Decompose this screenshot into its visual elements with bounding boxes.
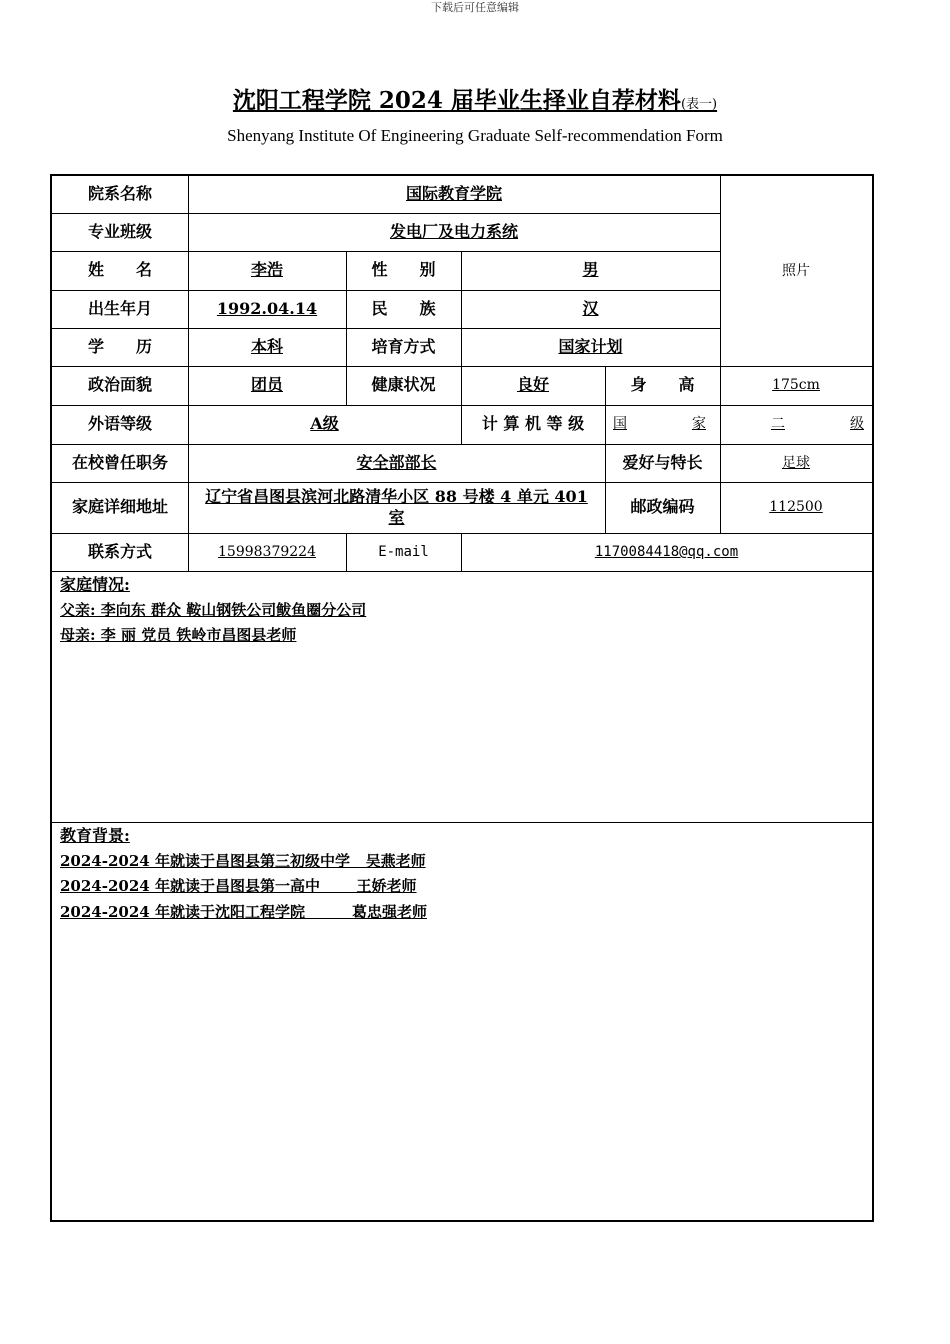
hobby-label: 爱好与特长 bbox=[622, 452, 703, 472]
photo-placeholder: 照片 bbox=[782, 262, 810, 279]
computer-level-char: 级 bbox=[850, 416, 864, 433]
title-cn-subtitle: (表一) bbox=[680, 97, 718, 112]
political-value: 团员 bbox=[250, 375, 283, 395]
family-line: 父亲: 李向东 群众 鞍山钢铁公司鲅鱼圈分公司 bbox=[60, 600, 367, 619]
hobby-value: 足球 bbox=[782, 454, 810, 471]
birth-label: 出生年月 bbox=[87, 298, 152, 318]
gender-value: 男 bbox=[582, 260, 599, 280]
major-label: 专业班级 bbox=[87, 221, 152, 241]
education-background-heading: 教育背景: bbox=[60, 826, 130, 845]
computer-level-char: 二 bbox=[771, 416, 785, 433]
self-recommendation-form bbox=[50, 174, 874, 1222]
computer-level-label: 计 算 机 等 级 bbox=[481, 414, 585, 434]
page-title bbox=[0, 82, 950, 115]
language-label: 外语等级 bbox=[87, 414, 152, 434]
family-line: 母亲: 李 丽 党员 铁岭市昌图县老师 bbox=[60, 626, 297, 644]
education-background-line: 2024-2024 年就读于昌图县第一高中 王娇老师 bbox=[60, 877, 417, 895]
training-label: 培育方式 bbox=[371, 336, 436, 356]
computer-level-char: 家 bbox=[692, 416, 706, 433]
political-label: 政治面貌 bbox=[87, 375, 152, 395]
birth-value: 1992.04.14 bbox=[216, 298, 318, 318]
health-label: 健康状况 bbox=[371, 375, 436, 395]
postcode-label: 邮政编码 bbox=[630, 497, 695, 517]
department-label: 院系名称 bbox=[87, 184, 152, 204]
name-label: 姓 名 bbox=[87, 260, 152, 280]
education-background-section bbox=[60, 823, 427, 925]
education-background-line: 2024-2024 年就读于沈阳工程学院 葛忠强老师 bbox=[60, 902, 427, 921]
ethnicity-label: 民 族 bbox=[371, 298, 436, 318]
address-value: 辽宁省昌图县滨河北路清华小区 88 号楼 4 单元 401 室 bbox=[205, 486, 588, 527]
position-value: 安全部部长 bbox=[356, 452, 437, 472]
address-label: 家庭详细地址 bbox=[71, 497, 168, 517]
department-value: 国际教育学院 bbox=[405, 184, 502, 204]
family-section bbox=[60, 572, 366, 649]
page-subtitle-english: Shenyang Institute Of Engineering Graduate Self-recommendation Form bbox=[227, 126, 723, 145]
name-value: 李浩 bbox=[250, 260, 283, 280]
education-background-line: 2024-2024 年就读于昌图县第三初级中学 吴燕老师 bbox=[60, 851, 426, 870]
major-value: 发电厂及电力系统 bbox=[389, 221, 518, 241]
postcode-value: 112500 bbox=[769, 499, 823, 516]
contact-label: 联系方式 bbox=[87, 541, 152, 561]
height-label: 身 高 bbox=[630, 375, 695, 395]
training-value: 国家计划 bbox=[558, 336, 623, 356]
health-value: 良好 bbox=[516, 375, 549, 395]
computer-level-char: 国 bbox=[613, 416, 627, 433]
contact-value: 15998379224 bbox=[218, 543, 316, 560]
download-note: 下载后可任意编辑 bbox=[431, 1, 519, 14]
gender-label: 性 别 bbox=[371, 260, 436, 280]
position-label: 在校曾任职务 bbox=[71, 452, 168, 472]
education-value: 本科 bbox=[250, 336, 283, 356]
computer-level-value bbox=[605, 405, 872, 444]
height-value: 175cm bbox=[772, 377, 820, 394]
ethnicity-value: 汉 bbox=[582, 298, 599, 318]
family-heading: 家庭情况: bbox=[60, 575, 130, 594]
email-value: 1170084418@qq.com bbox=[594, 543, 739, 560]
email-label: E-mail bbox=[378, 543, 429, 560]
title-cn-text: 沈阳工程学院 2024 届毕业生择业自荐材料 bbox=[232, 87, 681, 114]
education-label: 学 历 bbox=[87, 336, 152, 356]
language-value: A级 bbox=[310, 414, 339, 434]
